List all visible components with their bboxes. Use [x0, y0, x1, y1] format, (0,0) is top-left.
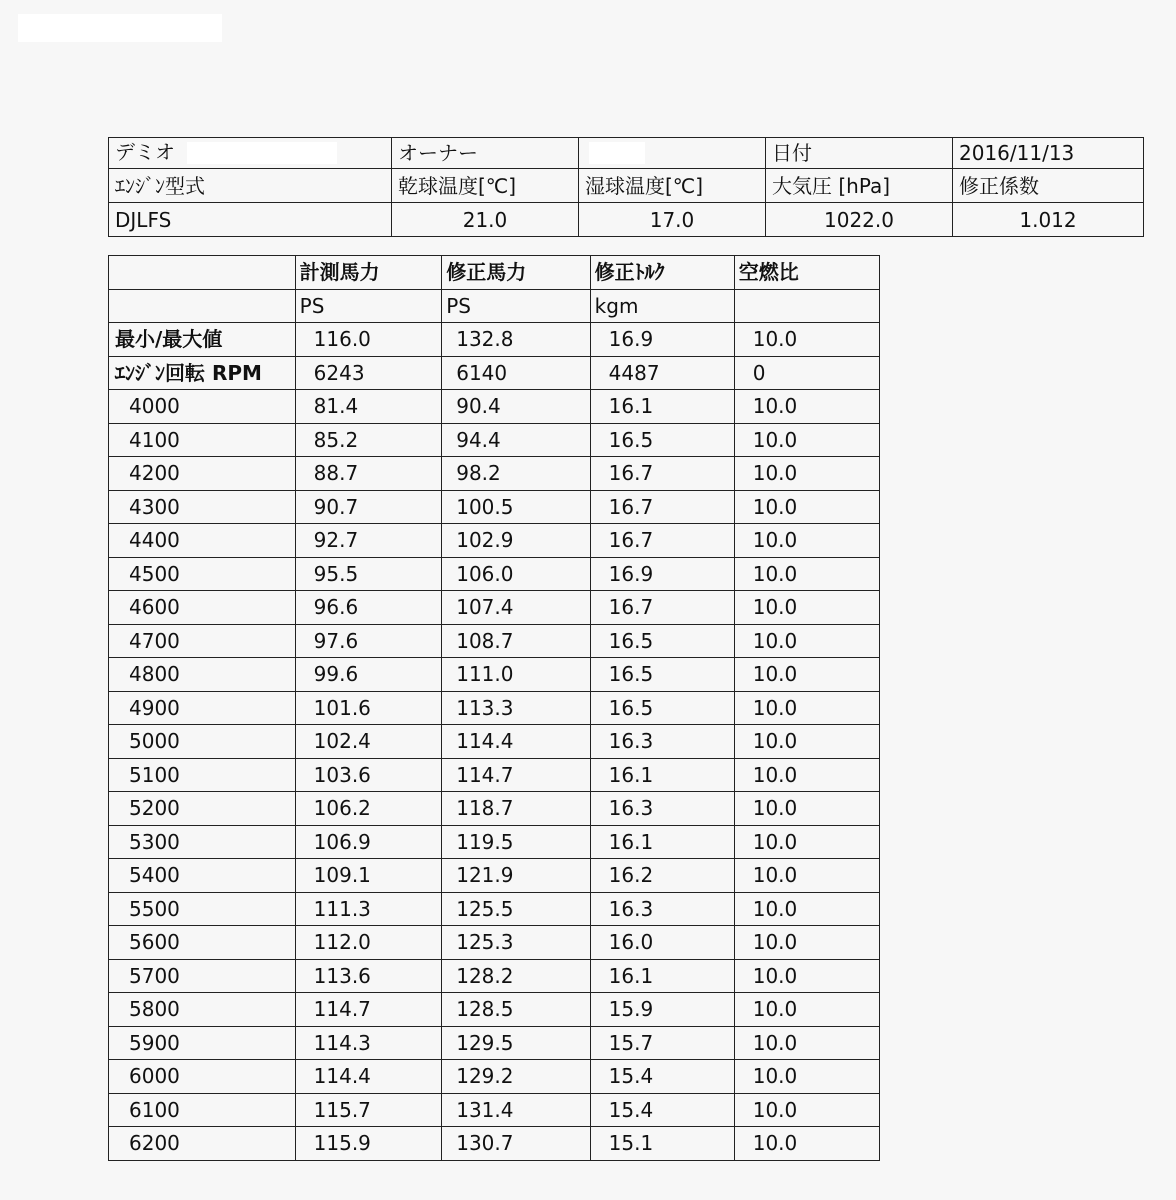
table-row — [109, 390, 880, 424]
table-cell: 10.0 — [734, 993, 879, 1027]
table-row — [109, 1093, 880, 1127]
unit-label: PS — [442, 289, 590, 323]
summary-row — [109, 323, 880, 357]
table-cell: 16.1 — [590, 390, 734, 424]
table-cell: 96.6 — [295, 591, 442, 625]
table-cell: 108.7 — [442, 624, 590, 658]
redaction-box — [187, 142, 337, 164]
table-cell: 16.9 — [590, 323, 734, 357]
table-cell: 95.5 — [295, 557, 442, 591]
table-cell: 129.5 — [442, 1026, 590, 1060]
rpm-cell: 4100 — [109, 423, 296, 457]
owner-label: オーナー — [392, 138, 579, 169]
table-cell: 10.0 — [734, 892, 879, 926]
table-cell: 10.0 — [734, 1060, 879, 1094]
table-row — [109, 825, 880, 859]
table-cell: 16.1 — [590, 959, 734, 993]
table-cell: 16.7 — [590, 457, 734, 491]
table-cell: 10.0 — [734, 1026, 879, 1060]
table-cell: 113.3 — [442, 691, 590, 725]
table-row — [109, 624, 880, 658]
table-cell: 125.5 — [442, 892, 590, 926]
model-cell — [109, 138, 392, 169]
table-cell: 10.0 — [734, 691, 879, 725]
header-row — [109, 256, 880, 290]
table-cell: 106.0 — [442, 557, 590, 591]
table-cell: 10.0 — [734, 323, 879, 357]
table-cell: 10.0 — [734, 859, 879, 893]
dyno-data-table — [108, 255, 880, 1161]
table-cell: 16.7 — [590, 591, 734, 625]
rpm-cell: 4500 — [109, 557, 296, 591]
rpm-cell: 4900 — [109, 691, 296, 725]
table-row — [109, 1060, 880, 1094]
table-cell: 106.2 — [295, 792, 442, 826]
pressure-label: 大気圧 [hPa] — [766, 169, 953, 203]
date-value: 2016/11/13 — [953, 138, 1144, 169]
table-cell: 114.4 — [442, 725, 590, 759]
rpm-cell: 5100 — [109, 758, 296, 792]
table-cell: 15.7 — [590, 1026, 734, 1060]
unit-label: kgm — [590, 289, 734, 323]
rpm-cell: 4600 — [109, 591, 296, 625]
table-cell: 10.0 — [734, 457, 879, 491]
table-cell: 100.5 — [442, 490, 590, 524]
column-header: 修正馬力 — [442, 256, 590, 290]
rpm-cell: 5400 — [109, 859, 296, 893]
table-cell: 90.7 — [295, 490, 442, 524]
model-name: デミオ — [115, 139, 175, 164]
table-cell: 10.0 — [734, 1127, 879, 1161]
table-cell: 16.7 — [590, 524, 734, 558]
dyno-data-body — [109, 256, 880, 1161]
table-cell: 99.6 — [295, 658, 442, 692]
table-cell: 132.8 — [442, 323, 590, 357]
table-row — [109, 959, 880, 993]
table-cell: 129.2 — [442, 1060, 590, 1094]
correction-factor-label: 修正係数 — [953, 169, 1144, 203]
table-cell: 114.7 — [442, 758, 590, 792]
table-cell: 16.1 — [590, 825, 734, 859]
rpm-cell: 5600 — [109, 926, 296, 960]
table-cell: 111.3 — [295, 892, 442, 926]
table-cell: 118.7 — [442, 792, 590, 826]
table-cell: 114.3 — [295, 1026, 442, 1060]
unit-label — [109, 289, 296, 323]
table-cell: 130.7 — [442, 1127, 590, 1161]
table-cell: 16.7 — [590, 490, 734, 524]
table-cell: 97.6 — [295, 624, 442, 658]
summary-row — [109, 356, 880, 390]
rpm-cell: 4000 — [109, 390, 296, 424]
table-cell: 116.0 — [295, 323, 442, 357]
table-cell: 121.9 — [442, 859, 590, 893]
correction-factor-value: 1.012 — [953, 203, 1144, 237]
table-cell: 113.6 — [295, 959, 442, 993]
owner-value-cell — [579, 138, 766, 169]
rpm-cell: 6100 — [109, 1093, 296, 1127]
table-row — [109, 859, 880, 893]
table-cell: 6243 — [295, 356, 442, 390]
table-cell: 16.3 — [590, 792, 734, 826]
table-cell: 111.0 — [442, 658, 590, 692]
table-row — [109, 658, 880, 692]
table-cell: 10.0 — [734, 959, 879, 993]
table-cell: 0 — [734, 356, 879, 390]
table-cell: 16.9 — [590, 557, 734, 591]
rpm-cell: 4200 — [109, 457, 296, 491]
unit-label — [734, 289, 879, 323]
rpm-cell: 5300 — [109, 825, 296, 859]
table-row — [109, 423, 880, 457]
table-row — [109, 1127, 880, 1161]
table-cell: 107.4 — [442, 591, 590, 625]
table-row — [109, 892, 880, 926]
column-header: 修正ﾄﾙｸ — [590, 256, 734, 290]
table-cell: 10.0 — [734, 1093, 879, 1127]
table-cell: 115.7 — [295, 1093, 442, 1127]
wet-bulb-value: 17.0 — [579, 203, 766, 237]
table-row — [109, 457, 880, 491]
table-cell: 114.7 — [295, 993, 442, 1027]
table-cell: 103.6 — [295, 758, 442, 792]
table-row — [109, 792, 880, 826]
table-row — [109, 591, 880, 625]
table-row — [109, 524, 880, 558]
table-row — [109, 926, 880, 960]
table-row — [109, 725, 880, 759]
table-cell: 90.4 — [442, 390, 590, 424]
table-cell: 15.9 — [590, 993, 734, 1027]
unit-row — [109, 289, 880, 323]
table-cell: 16.1 — [590, 758, 734, 792]
rpm-cell: 4400 — [109, 524, 296, 558]
table-cell: 114.4 — [295, 1060, 442, 1094]
column-header: 計測馬力 — [295, 256, 442, 290]
rpm-cell: 4300 — [109, 490, 296, 524]
table-cell: 10.0 — [734, 591, 879, 625]
table-cell: 125.3 — [442, 926, 590, 960]
table-cell: 16.5 — [590, 658, 734, 692]
table-cell: 85.2 — [295, 423, 442, 457]
table-cell: 101.6 — [295, 691, 442, 725]
table-cell: 88.7 — [295, 457, 442, 491]
table-cell: 112.0 — [295, 926, 442, 960]
dry-bulb-value: 21.0 — [392, 203, 579, 237]
table-cell: 10.0 — [734, 624, 879, 658]
column-header: 空燃比 — [734, 256, 879, 290]
table-cell: 16.5 — [590, 423, 734, 457]
table-cell: 128.5 — [442, 993, 590, 1027]
table-cell: 4487 — [590, 356, 734, 390]
table-row — [109, 557, 880, 591]
table-cell: 10.0 — [734, 658, 879, 692]
table-cell: 102.9 — [442, 524, 590, 558]
table-cell: 10.0 — [734, 758, 879, 792]
table-cell: 119.5 — [442, 825, 590, 859]
info-row-vehicle — [109, 138, 1144, 169]
rpm-cell: 6200 — [109, 1127, 296, 1161]
dry-bulb-label: 乾球温度[℃] — [392, 169, 579, 203]
info-row-labels — [109, 169, 1144, 203]
redaction-box — [18, 14, 222, 42]
table-row — [109, 993, 880, 1027]
table-cell: 10.0 — [734, 926, 879, 960]
table-cell: 16.3 — [590, 892, 734, 926]
table-cell: 115.9 — [295, 1127, 442, 1161]
table-cell: 102.4 — [295, 725, 442, 759]
table-cell: 16.5 — [590, 624, 734, 658]
row-label: ｴﾝｼﾞﾝ回転 RPM — [109, 356, 296, 390]
table-row — [109, 691, 880, 725]
unit-label: PS — [295, 289, 442, 323]
row-label: 最小/最大値 — [109, 323, 296, 357]
table-cell: 16.3 — [590, 725, 734, 759]
table-cell: 94.4 — [442, 423, 590, 457]
pressure-value: 1022.0 — [766, 203, 953, 237]
table-cell: 6140 — [442, 356, 590, 390]
column-header — [109, 256, 296, 290]
table-cell: 106.9 — [295, 825, 442, 859]
rpm-cell: 6000 — [109, 1060, 296, 1094]
table-row — [109, 1026, 880, 1060]
table-cell: 92.7 — [295, 524, 442, 558]
table-cell: 98.2 — [442, 457, 590, 491]
table-cell: 10.0 — [734, 825, 879, 859]
table-cell: 10.0 — [734, 557, 879, 591]
table-cell: 81.4 — [295, 390, 442, 424]
table-cell: 15.4 — [590, 1093, 734, 1127]
wet-bulb-label: 湿球温度[℃] — [579, 169, 766, 203]
table-cell: 10.0 — [734, 792, 879, 826]
rpm-cell: 5800 — [109, 993, 296, 1027]
table-cell: 131.4 — [442, 1093, 590, 1127]
rpm-cell: 4800 — [109, 658, 296, 692]
engine-type-label: ｴﾝｼﾞﾝ型式 — [109, 169, 392, 203]
table-cell: 128.2 — [442, 959, 590, 993]
rpm-cell: 5000 — [109, 725, 296, 759]
rpm-cell: 5200 — [109, 792, 296, 826]
engine-type-value: DJLFS — [109, 203, 392, 237]
table-cell: 10.0 — [734, 490, 879, 524]
table-cell: 10.0 — [734, 725, 879, 759]
vehicle-info-table — [108, 137, 1144, 237]
redaction-box — [589, 142, 645, 164]
info-row-values — [109, 203, 1144, 237]
date-label: 日付 — [766, 138, 953, 169]
table-cell: 15.1 — [590, 1127, 734, 1161]
table-row — [109, 758, 880, 792]
table-cell: 16.0 — [590, 926, 734, 960]
table-cell: 16.2 — [590, 859, 734, 893]
rpm-cell: 5500 — [109, 892, 296, 926]
rpm-cell: 5900 — [109, 1026, 296, 1060]
table-cell: 10.0 — [734, 390, 879, 424]
rpm-cell: 5700 — [109, 959, 296, 993]
table-row — [109, 490, 880, 524]
table-cell: 10.0 — [734, 423, 879, 457]
table-cell: 16.5 — [590, 691, 734, 725]
table-cell: 10.0 — [734, 524, 879, 558]
table-cell: 109.1 — [295, 859, 442, 893]
table-cell: 15.4 — [590, 1060, 734, 1094]
rpm-cell: 4700 — [109, 624, 296, 658]
